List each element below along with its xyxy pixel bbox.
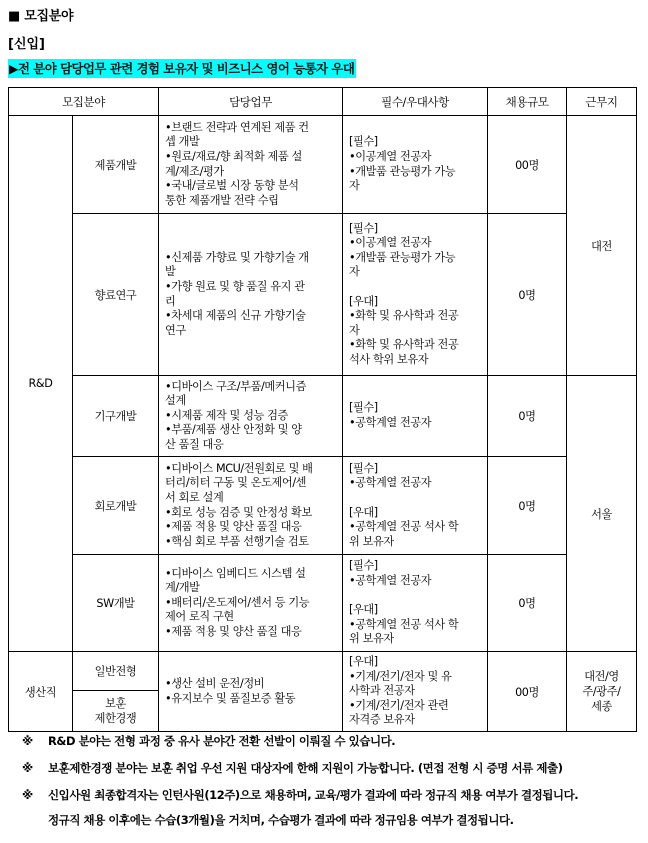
highlight-banner: ▶전 분야 담당업무 관련 경험 보유자 및 비즈니스 영어 능통자 우대 bbox=[9, 61, 355, 76]
requirements-cell: [필수] •공학계열 전공자 [우대] •공학계열 전공 석사 학 위 보유자 bbox=[343, 555, 488, 652]
table-row bbox=[9, 376, 637, 457]
requirements-cell: [필수] •이공계열 전공자 •개발품 관능평가 가능 자 [우대] •화학 및 유사학과 전공 자 •화학 및 유사학과 전공 석사 학위 보유자 bbox=[343, 214, 488, 376]
location-multi: 대전/영 주/광주/ 세종 bbox=[567, 652, 637, 732]
table-row bbox=[9, 457, 637, 555]
field-name: 제품개발 bbox=[73, 116, 159, 214]
field-name: 향료연구 bbox=[73, 214, 159, 376]
group-production: 생산직 bbox=[9, 652, 73, 732]
header-duties: 담당업무 bbox=[159, 88, 343, 116]
header-count: 채용규모 bbox=[488, 88, 567, 116]
duties-cell: •브랜드 전략과 연계된 제품 컨 셉 개발 •원료/재료/향 최적화 제품 설 계/제조/평가 •국내/글로벌 시장 동향 분석 통한 제품개발 전략 수립 bbox=[159, 116, 343, 214]
note-item: ※ 보훈제한경쟁 분야는 보훈 취업 우선 지원 대상자에 한해 지원이 가능합니다. (면접 전형 시 증명 서류 제출) bbox=[22, 761, 563, 775]
field-name: SW개발 bbox=[73, 555, 159, 652]
table-row bbox=[9, 116, 637, 214]
duties-cell: •디바이스 구조/부품/메커니즘 설계 •시제품 제작 및 성능 검증 •부품/제품 생산 안정화 및 양 산 품질 대응 bbox=[159, 376, 343, 457]
table-header-row bbox=[9, 88, 637, 116]
requirements-cell: [필수] •이공계열 전공자 •개발품 관능평가 가능 자 bbox=[343, 116, 488, 214]
duties-cell: •디바이스 임베디드 시스템 설 계/개발 •배터리/온도제어/센서 등 기능 제어 로직 구현 •제품 적용 및 양산 품질 대응 bbox=[159, 555, 343, 652]
requirements-cell: [우대] •기계/전기/전자 및 유 사학과 전공자 •기계/전기/전자 관련 자격증 보유자 bbox=[343, 652, 488, 732]
field-name-veterans: 보훈 제한경쟁 bbox=[73, 691, 159, 732]
page-title: ■ 모집분야 bbox=[8, 9, 74, 24]
duties-cell: •생산 설비 운전/정비 •유지보수 및 품질보증 활동 bbox=[159, 652, 343, 732]
note-item: ※ 신입사원 최종합격자는 인턴사원(12주)으로 채용하며, 교육/평가 결과에 따라 정규직 채용 여부가 결정됩니다. bbox=[22, 788, 579, 802]
field-name: 회로개발 bbox=[73, 457, 159, 555]
table-row bbox=[9, 555, 637, 652]
location-seoul: 서울 bbox=[567, 376, 637, 652]
field-name: 일반전형 bbox=[73, 652, 159, 691]
hire-count: 0명 bbox=[488, 457, 567, 555]
note-item: ※ R&D 분야는 전형 과정 중 유사 분야간 전환 선발이 이뤄질 수 있습니다. bbox=[22, 734, 396, 748]
header-requirements: 필수/우대사항 bbox=[343, 88, 488, 116]
note-item: 정규직 채용 이후에는 수습(3개월)을 거치며, 수습평가 결과에 따라 정규임용 여부가 결정됩니다. bbox=[48, 813, 514, 827]
requirements-cell: [필수] •공학계열 전공자 bbox=[343, 376, 488, 457]
group-rnd: R&D bbox=[9, 116, 73, 652]
hire-count: 0명 bbox=[488, 376, 567, 457]
duties-cell: •신제품 가향료 및 가향기술 개 발 •가향 원료 및 향 품질 유지 관 리 •차세대 제품의 신규 가향기술 연구 bbox=[159, 214, 343, 376]
header-location: 근무지 bbox=[567, 88, 637, 116]
table-row bbox=[9, 652, 637, 691]
hire-count: 0명 bbox=[488, 555, 567, 652]
location-daejeon: 대전 bbox=[567, 116, 637, 376]
requirements-cell: [필수] •공학계열 전공자 [우대] •공학계열 전공 석사 학 위 보유자 bbox=[343, 457, 488, 555]
header-field: 모집분야 bbox=[9, 88, 159, 116]
recruitment-table bbox=[8, 87, 637, 732]
hire-count: 00명 bbox=[488, 652, 567, 732]
section-label: [신입] bbox=[8, 37, 45, 52]
hire-count: 00명 bbox=[488, 116, 567, 214]
duties-cell: •디바이스 MCU/전원회로 및 배 터리/히터 구동 및 온도제어/센 서 회로 설계 •회로 성능 검증 및 안정성 확보 •제품 적용 및 양산 품질 대응 •핵심 회로 부품 선행기술 검토 bbox=[159, 457, 343, 555]
field-name: 기구개발 bbox=[73, 376, 159, 457]
table-row bbox=[9, 214, 637, 376]
hire-count: 0명 bbox=[488, 214, 567, 376]
